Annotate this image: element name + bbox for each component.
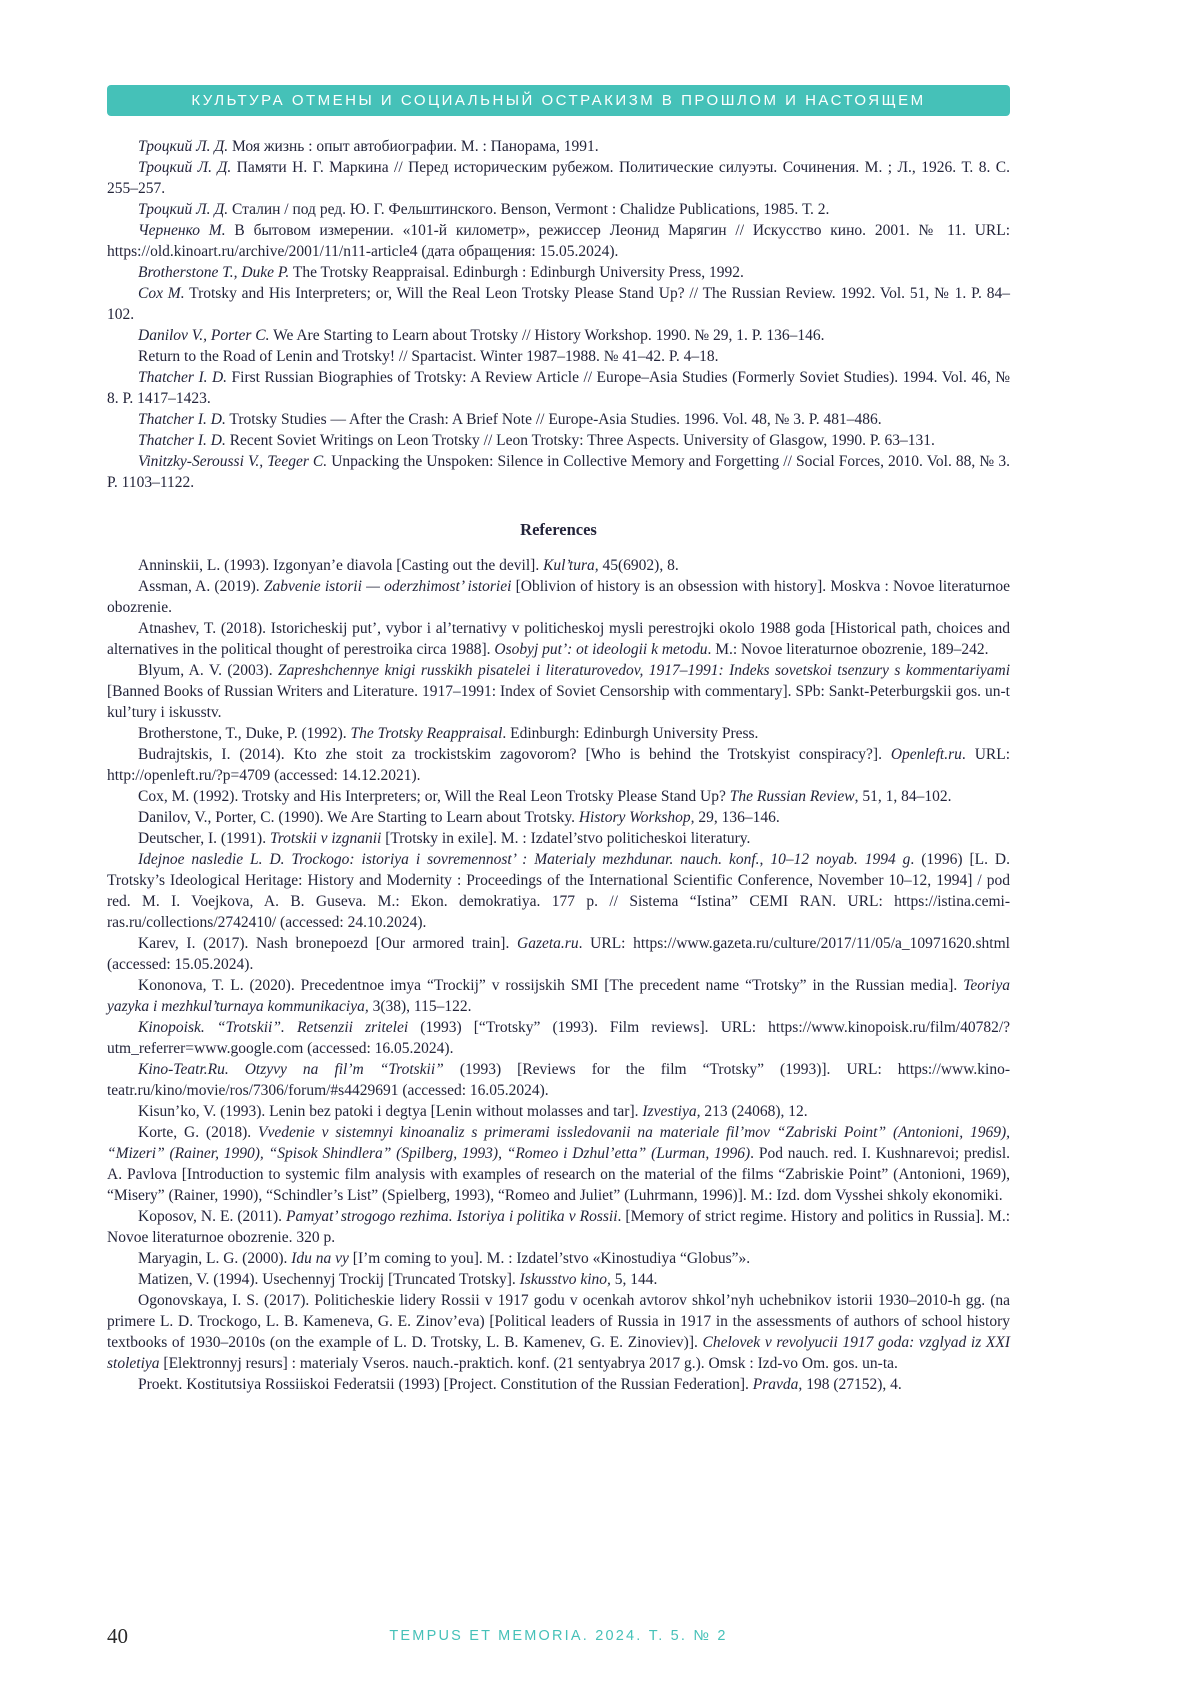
text-run: [Elektronnyj resurs] : materialy Vseros. nauch.-praktich. konf. (21 sentyabrya 2017 g.). Omsk : Izd-vo Om. gos. un-ta. — [159, 1355, 898, 1372]
text-run: . URL: https://www.gazeta.ru/culture/2017/11/05/a_10971620.shtml (accessed: 15.05.2024). — [107, 935, 1010, 973]
text-run: Koposov, N. E. (2011). — [138, 1208, 287, 1225]
text-run: Brotherstone T., Duke P. — [138, 264, 290, 281]
references-heading: References — [520, 520, 597, 539]
text-run: Iskusstvo kino, — [519, 1271, 611, 1288]
text-run: Памяти Н. Г. Маркина // Перед историческим рубежом. Политические силуэты. Сочинения. М. ; Л., 1926. Т. 8. С. 255–257. — [107, 159, 1011, 197]
bibliography-entry — [107, 220, 1010, 262]
bibliography-entry — [107, 262, 1010, 283]
text-run: Idu na vy — [291, 1250, 349, 1267]
reference-entry — [107, 1017, 1010, 1059]
reference-entry — [107, 1290, 1010, 1374]
text-run: First Russian Biographies of Trotsky: A Review Article // Europe–Asia Studies (Formerly Soviet Studies). 1994. Vol. 46, № 8. P. 1417–1423. — [107, 369, 1010, 407]
bibliography-entry — [107, 325, 1010, 346]
text-run: Vvedenie v sistemnyi kinoanaliz s primerami issledovanii na materiale fil’mov “Zabriski Point” (Antonioni, 1969), “Mizeri” (Rainer, 1990), “Spisok Shindlera” (Spilberg, 1993), “Romeo i Dzhul’etta” (Lurman, 1996) — [107, 1124, 1010, 1162]
text-run: Vinitzky-Seroussi V., Teeger C. — [138, 453, 328, 470]
journal-title: TEMPUS ET MEMORIA. 2024. Т. 5. № 2 — [389, 1628, 728, 1644]
bibliography-entry — [107, 136, 1010, 157]
section-banner-title: КУЛЬТУРА ОТМЕНЫ И СОЦИАЛЬНЫЙ ОСТРАКИЗМ В ПРОШЛОМ И НАСТОЯЩЕМ — [191, 92, 926, 109]
text-run: Kisun’ko, V. (1993). Lenin bez patoki i degtya [Lenin without molasses and tar]. — [138, 1103, 643, 1120]
text-run: Idejnoe nasledie L. D. Trockogo: istoriya i sovremennost’ : Materialy mezhdunar. nauch. konf., 10–12 noyab. 1994 g — [138, 851, 911, 868]
references-section — [107, 555, 1010, 1395]
text-run: Openleft.ru — [890, 746, 962, 763]
text-run: Kino-Teatr.Ru. Otzyvy na fil’m “Trotskii” — [138, 1061, 444, 1078]
bibliography-entry — [107, 199, 1010, 220]
bibliography-entry — [107, 367, 1010, 409]
text-run: 5, 144. — [610, 1271, 658, 1288]
text-run: . Edinburgh: Edinburgh University Press. — [502, 725, 759, 742]
text-run: Thatcher I. D. — [138, 369, 228, 386]
text-run: Korte, G. (2018). — [138, 1124, 258, 1141]
text-run: Atnashev, T. (2018). Istoricheskij put’, vybor i al’ternativy v politicheskoj mysli perestrojki okolo 1988 goda [Historical path, choices and alternatives in the political thought of perestroika circa 1988]. — [107, 620, 1010, 658]
text-run: Karev, I. (2017). Nash bronepoezd [Our armored train]. — [138, 935, 518, 952]
text-run: Cox, M. (1992). Trotsky and His Interpreters; or, Will the Real Leon Trotsky Please Stand Up? — [138, 788, 730, 805]
text-run: Trotsky and His Interpreters; or, Will the Real Leon Trotsky Please Stand Up? // The Russian Review. 1992. Vol. 51, № 1. P. 84–102. — [107, 285, 1010, 323]
text-run: (1993) [“Trotsky” (1993). Film reviews]. URL: https://www.kinopoisk.ru/film/40782/?utm_referrer=www.google.com (accessed: 16.05.2024). — [107, 1019, 1010, 1057]
text-run: Deutscher, I. (1991). — [138, 830, 270, 847]
text-run: Teoriya yazyka i mezhkul’turnaya kommunikaciya, — [107, 977, 1010, 1015]
section-banner — [107, 85, 1010, 116]
text-run: Recent Soviet Writings on Leon Trotsky // Leon Trotsky: Three Aspects. University of Glasgow, 1990. P. 63–131. — [225, 432, 935, 449]
bibliography-section — [107, 136, 1010, 493]
reference-entry — [107, 1374, 1010, 1395]
text-run: Brotherstone, T., Duke, P. (1992). — [138, 725, 351, 742]
text-run: Chelovek v revolyucii 1917 goda: vzglyad iz XXI stoletiya — [107, 1334, 1010, 1372]
reference-entry — [107, 744, 1010, 786]
reference-entry — [107, 828, 1010, 849]
text-run: Unpacking the Unspoken: Silence in Collective Memory and Forgetting // Social Forces, 2010. Vol. 88, № 3. P. 1103–1122. — [107, 453, 1010, 491]
text-run: Черненко М. — [138, 222, 226, 239]
bibliography-entry — [107, 157, 1010, 199]
text-run: [I’m coming to you]. M. : Izdatel’stvo «Kinostudiya “Globus”». — [348, 1250, 751, 1267]
text-run: Троцкий Л. Д. — [138, 159, 232, 176]
text-run: Trotskii v izgnanii — [269, 830, 382, 847]
text-run: Pravda, — [752, 1376, 803, 1393]
bibliography-entry — [107, 409, 1010, 430]
reference-entry — [107, 1122, 1010, 1206]
text-run: [Oblivion of history is an obsession with history]. Moskva : Novoe literaturnoe obozrenie. — [107, 578, 1010, 616]
text-run: . M.: Novoe literaturnoe obozrenie, 189–242. — [707, 641, 989, 658]
reference-entry — [107, 1059, 1010, 1101]
text-run: [Banned Books of Russian Writers and Literature. 1917–1991: Index of Soviet Censorship with commentary]. SPb: Sankt-Peterburgskii gos. un-t kul’tury i iskusstv. — [107, 683, 1010, 721]
text-run: Danilov, V., Porter, C. (1990). We Are Starting to Learn about Trotsky. — [138, 809, 579, 826]
text-run: Budrajtskis, I. (2014). Kto zhe stoit za trockistskim zagovorom? [Who is behind the Trotskyist conspiracy?]. — [138, 746, 891, 763]
text-run: The Trotsky Reappraisal — [350, 725, 503, 742]
text-run: Return to the Road of Lenin and Trotsky! // Spartacist. Winter 1987–1988. № 41–42. P. 4–18. — [138, 348, 719, 365]
text-run: The Russian Review — [729, 788, 855, 805]
text-run: Anninskii, L. (1993). Izgonyan’e diavola [Casting out the devil]. — [138, 557, 544, 574]
text-run: Gazeta.ru — [517, 935, 579, 952]
text-run: 213 (24068), 12. — [700, 1103, 808, 1120]
reference-entry — [107, 1248, 1010, 1269]
reference-entry — [107, 849, 1010, 933]
text-run: Trotsky Studies — After the Crash: A Brief Note // Europe-Asia Studies. 1996. Vol. 48, № 3. P. 481–486. — [225, 411, 882, 428]
text-run: Моя жизнь : опыт автобиографии. М. : Панорама, 1991. — [228, 138, 599, 155]
text-run: Zapreshchennye knigi russkikh pisatelei i literaturovedov, 1917–1991: Indeks sovetskoi tsenzury s kommentariyami — [278, 662, 1010, 679]
text-run: Maryagin, L. G. (2000). — [138, 1250, 292, 1267]
reference-entry — [107, 786, 1010, 807]
text-run: , 51, 1, 84–102. — [854, 788, 952, 805]
text-run: В бытовом измерении. «101-й километр», режиссер Леонид Марягин // Искусство кино. 2001. № 11. URL: https://old.kinoart.ru/archive/2001/11/n11-article4 (дата обращения: 15.05.2024). — [107, 222, 1010, 260]
reference-entry — [107, 975, 1010, 1017]
text-run: History Workshop, — [578, 809, 695, 826]
text-run: . [Memory of strict regime. History and politics in Russia]. M.: Novoe literaturnoe obozrenie. 320 p. — [107, 1208, 1011, 1246]
text-run: . Pod nauch. red. I. Kushnarevoi; predisl. A. Pavlova [Introduction to systemic film analysis with examples of research on the material of the films “Zabriskie Point” (Antonioni, 1969), “Misery” (Rainer, 1990), “Schindler’s List” (Spielberg, 1993), “Romeo and Juliet” (Luhrmann, 1996)]. M.: Izd. dom Vysshei shkoly ekonomiki. — [107, 1145, 1011, 1204]
reference-entry — [107, 1206, 1010, 1248]
text-run: [Trotsky in exile]. M. : Izdatel’stvo politicheskoi literatury. — [381, 830, 751, 847]
reference-entry — [107, 807, 1010, 828]
text-run: Троцкий Л. Д. — [138, 201, 229, 218]
reference-entry — [107, 1269, 1010, 1290]
text-run: 45(6902), 8. — [598, 557, 679, 574]
text-run: Osobyj put’: ot ideologii k metodu — [494, 641, 708, 658]
text-run: Assman, A. (2019). — [138, 578, 264, 595]
reference-entry — [107, 555, 1010, 576]
reference-entry — [107, 723, 1010, 744]
text-run: Zabvenie istorii — oderzhimost’ istoriei — [263, 578, 512, 595]
text-run: Danilov V., Porter C. — [138, 327, 270, 344]
text-run: Kinopoisk. “Trotskii”. Retsenzii zritelei — [138, 1019, 409, 1036]
page-content — [107, 136, 1010, 1395]
text-run: Троцкий Л. Д. — [138, 138, 229, 155]
text-run: Thatcher I. D. — [138, 411, 226, 428]
text-run: Pamyat’ strogogo rezhima. Istoriya i politika v Rossii — [286, 1208, 618, 1225]
text-run: Proekt. Kostitutsiya Rossiiskoi Federatsii (1993) [Project. Constitution of the Russian Federation]. — [138, 1376, 753, 1393]
reference-entry — [107, 660, 1010, 723]
text-run: Izvestiya, — [642, 1103, 701, 1120]
text-run: Thatcher I. D. — [138, 432, 226, 449]
reference-entry — [107, 1101, 1010, 1122]
text-run: The Trotsky Reappraisal. Edinburgh : Edinburgh University Press, 1992. — [289, 264, 744, 281]
reference-entry — [107, 576, 1010, 618]
text-run: Blyum, A. V. (2003). — [138, 662, 279, 679]
text-run: 29, 136–146. — [694, 809, 780, 826]
reference-entry — [107, 933, 1010, 975]
bibliography-entry — [107, 346, 1010, 367]
bibliography-entry — [107, 283, 1010, 325]
text-run: Kul’tura, — [543, 557, 599, 574]
text-run: Cox M. — [138, 285, 185, 302]
text-run: Сталин / под ред. Ю. Г. Фельштинского. Benson, Vermont : Chalidze Publications, 1985. Т. 2. — [228, 201, 830, 218]
text-run: 3(38), 115–122. — [368, 998, 472, 1015]
page-footer — [107, 1624, 1010, 1648]
text-run: . URL: http://openleft.ru/?p=4709 (accessed: 14.12.2021). — [107, 746, 1010, 784]
text-run: Ogonovskaya, I. S. (2017). Politicheskie lidery Rossii v 1917 godu v ocenkah avtorov shkol’nyh uchebnikov istorii 1930–2010-h gg. (na primere L. D. Trockogo, L. B. Kameneva, G. E. Zinov’eva) [Political leaders of Russia in 1917 in the assessments of authors of school history textbooks of 1930–2010s (on the example of L. D. Trotsky, L. B. Kamenev, G. E. Zinoviev)]. — [107, 1292, 1010, 1351]
text-run: We Are Starting to Learn about Trotsky // History Workshop. 1990. № 29, 1. P. 136–146. — [269, 327, 825, 344]
reference-entry — [107, 618, 1010, 660]
bibliography-entry — [107, 430, 1010, 451]
text-run: Kononova, T. L. (2020). Precedentnoe imya “Trockij” v rossijskih SMI [The precedent name “Trotsky” in the Russian media]. — [138, 977, 964, 994]
text-run: . (1996) [L. D. Trotsky’s Ideological Heritage: History and Modernity : Proceedings of the International Scientific Conference, November 10–12, 1994] / pod red. M. I. Voejkova, A. B. Guseva. M.: Ekon. demokratiya. 177 p. // Sistema “Istina” CEMI RAN. URL: https://istina.cemi-ras.ru/collections/2742410/ (accessed: 24.10.2024). — [107, 851, 1010, 931]
page-number: 40 — [107, 1624, 128, 1648]
text-run: Matizen, V. (1994). Usechennyj Trockij [Truncated Trotsky]. — [138, 1271, 520, 1288]
text-run: (1993) [Reviews for the film “Trotsky” (1993)]. URL: https://www.kino-teatr.ru/kino/movie/ros/7306/forum/#s4429691 (accessed: 16.05.2024). — [107, 1061, 1010, 1099]
text-run: 198 (27152), 4. — [802, 1376, 902, 1393]
bibliography-entry — [107, 451, 1010, 493]
